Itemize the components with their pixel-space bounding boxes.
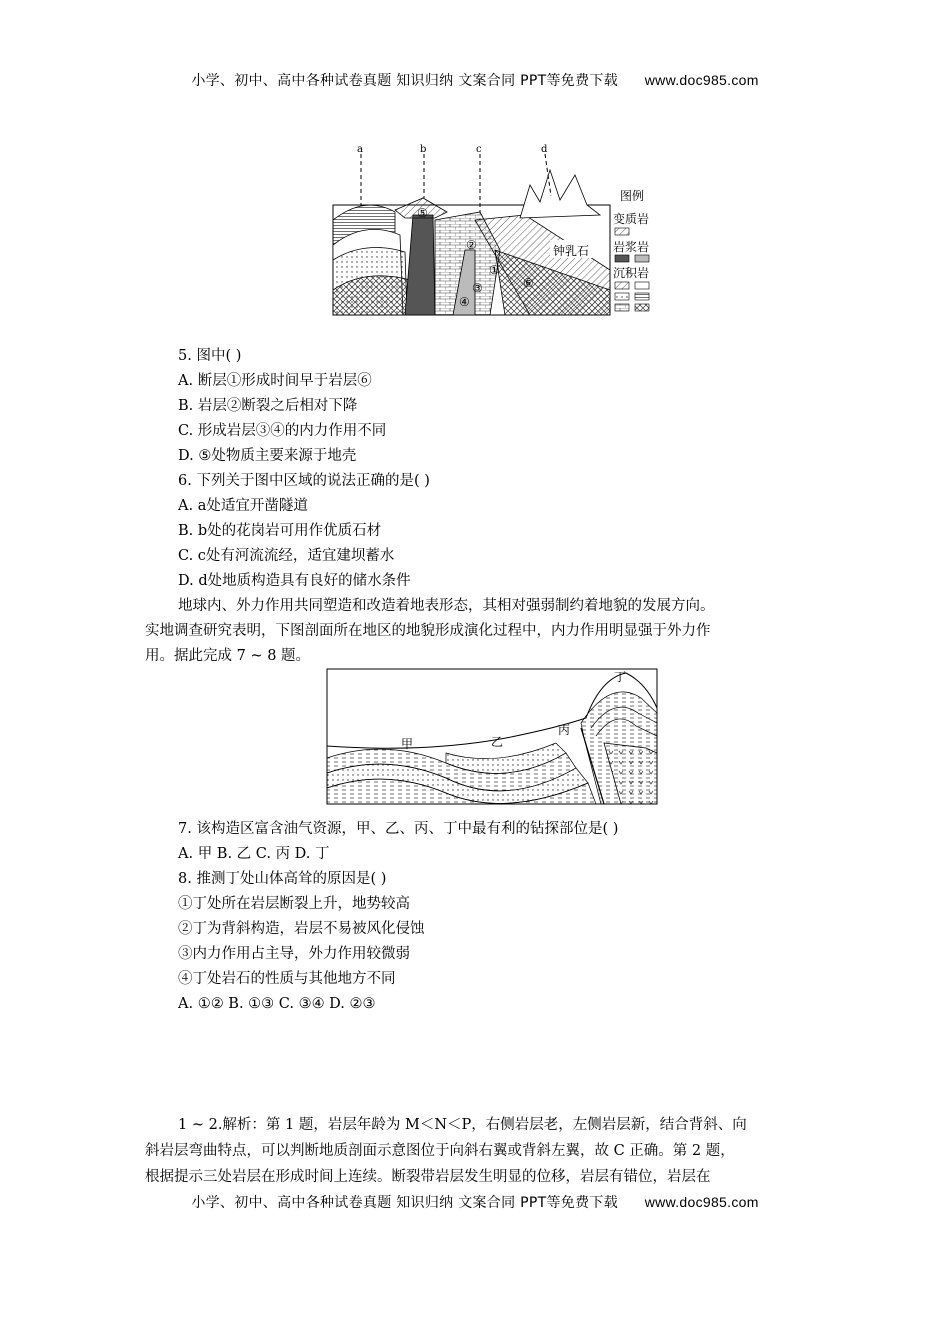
- q8-item-4: ④丁处岩石的性质与其他地方不同: [178, 971, 396, 987]
- page-footer: [0, 1192, 950, 1212]
- label-c: c: [476, 144, 482, 155]
- page-header: [0, 70, 950, 90]
- number-1: ①: [489, 263, 500, 277]
- label-a: a: [357, 144, 363, 155]
- q6-option-a: A. a处适宜开凿隧道: [178, 498, 308, 514]
- q5-option-b: B. 岩层②断裂之后相对下降: [178, 398, 358, 414]
- q6-option-c: C. c处有河流流经，适宜建坝蓄水: [178, 548, 395, 564]
- q8-item-2: ②丁为背斜构造，岩层不易被风化侵蚀: [178, 921, 425, 937]
- legend-sedimentary: 沉积岩: [613, 266, 650, 280]
- intro-line-2: 实地调查研究表明，下图剖面所在地区的地貌形成演化过程中，内力作用明显强于外力作: [145, 623, 711, 639]
- q6-stem: 6. 下列关于图中区域的说法正确的是( ): [178, 473, 430, 489]
- number-3: ③: [472, 281, 483, 295]
- q8-item-1: ①丁处所在岩层断裂上升，地势较高: [178, 896, 410, 912]
- header-text: 小学、初中、高中各种试卷真题 知识归纳 文案合同 PPT等免费下载: [191, 73, 618, 89]
- label-yi: 乙: [491, 735, 504, 749]
- analysis-line-3: 根据提示三处岩层在形成时间上连续。断裂带岩层发生明显的位移，岩层有错位，岩层在: [145, 1169, 711, 1185]
- label-bing: 丙: [558, 723, 571, 737]
- q5-option-d: D. ⑤处物质主要来源于地壳: [178, 448, 357, 464]
- intro-line-3: 用。据此完成 7 ~ 8 题。: [145, 648, 311, 664]
- q8-item-3: ③内力作用占主导，外力作用较微弱: [178, 946, 410, 962]
- cave-label: 钟乳石: [553, 244, 590, 258]
- q5-stem: 5. 图中( ): [178, 348, 242, 364]
- q5-option-c: C. 形成岩层③④的内力作用不同: [178, 423, 387, 439]
- q6-option-b: B. b处的花岗岩可用作优质石材: [178, 523, 382, 539]
- q8-options: A. ①② B. ①③ C. ③④ D. ②③: [178, 996, 376, 1012]
- q6-option-d: D. d处地质构造具有良好的储水条件: [178, 573, 411, 589]
- footer-text: 小学、初中、高中各种试卷真题 知识归纳 文案合同 PPT等免费下载: [191, 1195, 618, 1211]
- footer-site: www.doc985.com: [644, 1194, 759, 1210]
- intro-line-1: 地球内、外力作用共同塑造和改造着地表形态，其相对强弱制约着地貌的发展方向。: [178, 598, 715, 614]
- number-2: ②: [466, 238, 477, 252]
- geologic-section-figure: [325, 140, 665, 322]
- q7-options: A. 甲 B. 乙 C. 丙 D. 丁: [178, 846, 330, 862]
- label-b: b: [420, 144, 427, 155]
- analysis-line-2: 斜岩层弯曲特点，可以判断地质剖面示意图位于向斜右翼或背斜左翼，故 C 正确。第 2 题，: [145, 1143, 735, 1159]
- legend-igneous: 岩浆岩: [613, 240, 650, 254]
- label-jia: 甲: [401, 737, 414, 751]
- fold-section-figure: [326, 668, 658, 806]
- legend-title: 图例: [620, 189, 645, 203]
- q7-stem: 7. 该构造区富含油气资源，甲、乙、丙、丁中最有利的钻探部位是( ): [178, 821, 619, 837]
- label-d: d: [541, 144, 548, 155]
- label-ding: 丁: [614, 670, 627, 684]
- number-5: ⑤: [417, 206, 428, 220]
- analysis-line-1: 1 ~ 2.解析：第 1 题，岩层年龄为 M＜N＜P，右侧岩层老，左侧岩层新，结合背斜、向: [178, 1117, 747, 1133]
- q5-option-a: A. 断层①形成时间早于岩层⑥: [178, 373, 372, 389]
- number-4: ④: [459, 295, 470, 309]
- header-site: www.doc985.com: [644, 72, 759, 88]
- legend-metamorphic: 变质岩: [613, 212, 650, 226]
- q8-stem: 8. 推测丁处山体高耸的原因是( ): [178, 871, 387, 887]
- number-6: ⑥: [523, 276, 534, 290]
